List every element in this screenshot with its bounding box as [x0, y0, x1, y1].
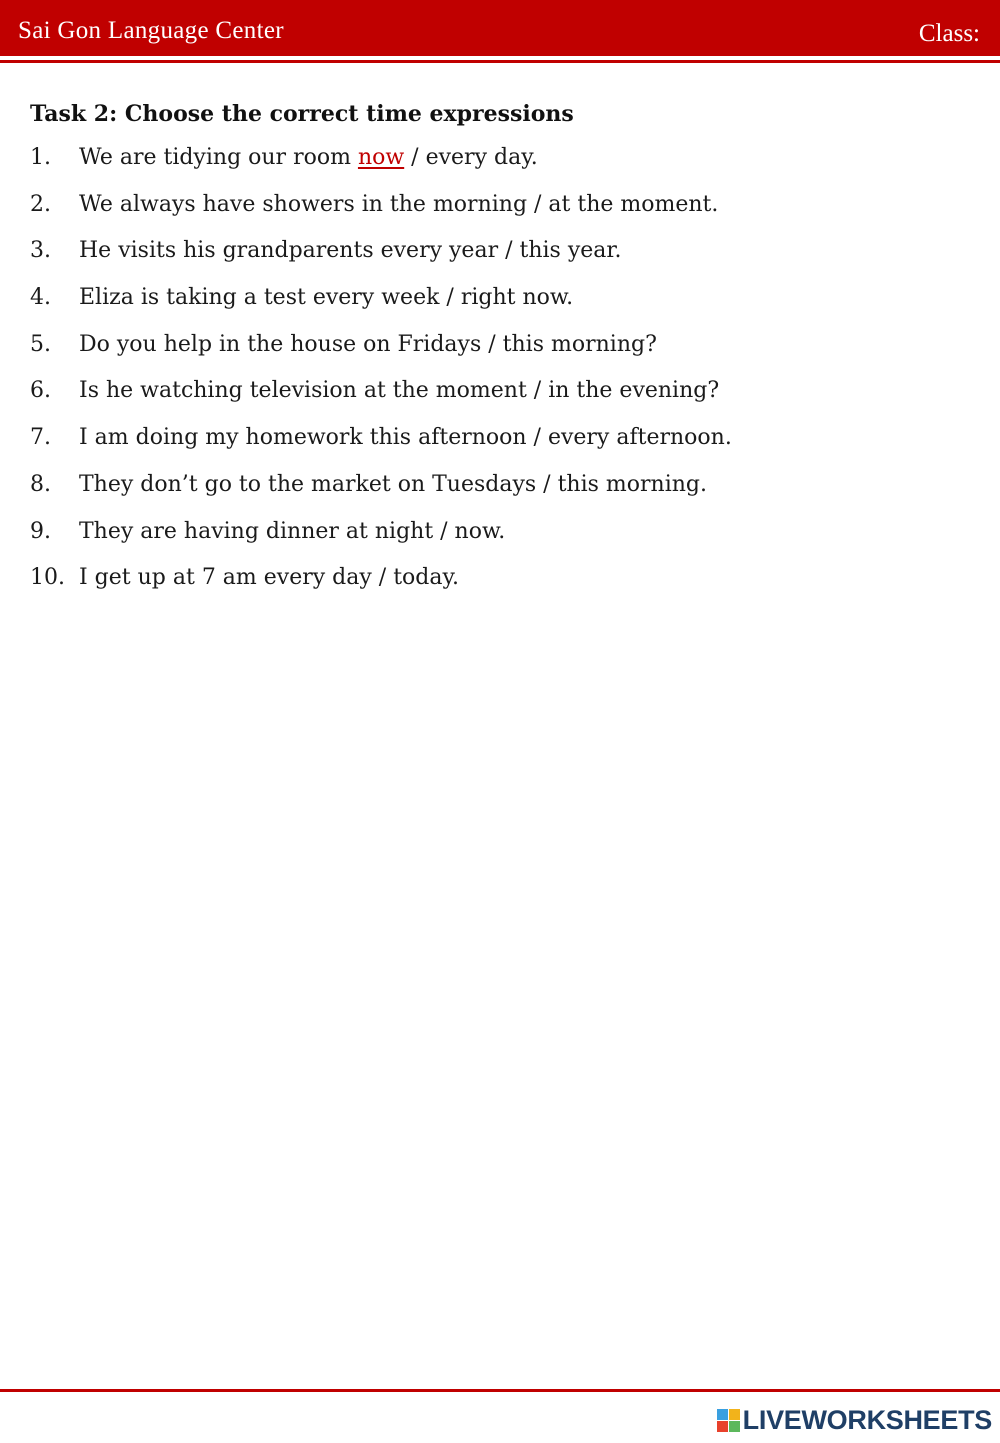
- question-number: 10.: [30, 565, 65, 591]
- question-text[interactable]: They don’t go to the market on Tuesdays / this morning.: [79, 471, 707, 497]
- question-text[interactable]: We always have showers in the morning / at the moment.: [79, 191, 719, 217]
- question-item-3[interactable]: [30, 238, 732, 285]
- logo-square-icon: [717, 1409, 728, 1420]
- question-item-8[interactable]: [30, 472, 732, 519]
- question-item-9[interactable]: [30, 519, 732, 566]
- footer-divider: [0, 1389, 1000, 1392]
- question-text[interactable]: Do you help in the house on Fridays / this morning?: [79, 331, 657, 357]
- liveworksheets-logo: [717, 1405, 992, 1436]
- question-text[interactable]: He visits his grandparents every year / this year.: [79, 238, 622, 264]
- question-number: 4.: [30, 285, 51, 311]
- question-text: [79, 145, 538, 170]
- question-text[interactable]: They are having dinner at night / now.: [79, 518, 506, 544]
- selected-answer[interactable]: now: [357, 145, 405, 170]
- question-list: [30, 145, 732, 612]
- question-item-5[interactable]: [30, 332, 732, 379]
- question-number: 9.: [30, 518, 51, 544]
- question-text-before: We are tidying our room: [79, 145, 358, 170]
- logo-square-icon: [729, 1421, 740, 1432]
- question-item-2[interactable]: [30, 192, 732, 239]
- question-item-4[interactable]: [30, 285, 732, 332]
- question-text-after: / every day.: [404, 145, 538, 170]
- school-name: Sai Gon Language Center: [18, 17, 284, 44]
- class-label: Class:: [918, 20, 980, 47]
- question-item-6[interactable]: [30, 378, 732, 425]
- question-text[interactable]: I am doing my homework this afternoon / every afternoon.: [79, 425, 732, 451]
- question-text[interactable]: Eliza is taking a test every week / right now.: [79, 285, 574, 311]
- header-divider: [0, 60, 1000, 63]
- logo-square-icon: [729, 1409, 740, 1420]
- question-number: 6.: [30, 378, 51, 404]
- question-text[interactable]: Is he watching television at the moment / in the evening?: [79, 378, 720, 404]
- liveworksheets-logo-text: LIVEWORKSHEETS: [742, 1405, 992, 1435]
- question-number: 5.: [30, 331, 51, 357]
- question-number: 7.: [30, 425, 51, 451]
- question-number: 3.: [30, 238, 51, 264]
- task-title: Task 2: Choose the correct time expressions: [30, 101, 574, 127]
- question-item-10[interactable]: [30, 565, 732, 612]
- header-bar: [0, 0, 1000, 56]
- question-number: 2.: [30, 191, 51, 217]
- question-number: 8.: [30, 471, 51, 497]
- logo-square-icon: [717, 1421, 728, 1432]
- question-text[interactable]: I get up at 7 am every day / today.: [79, 565, 459, 591]
- question-item-1: [30, 145, 732, 192]
- liveworksheets-logo-icon: [717, 1409, 740, 1432]
- question-item-7[interactable]: [30, 425, 732, 472]
- question-number: 1.: [30, 145, 51, 170]
